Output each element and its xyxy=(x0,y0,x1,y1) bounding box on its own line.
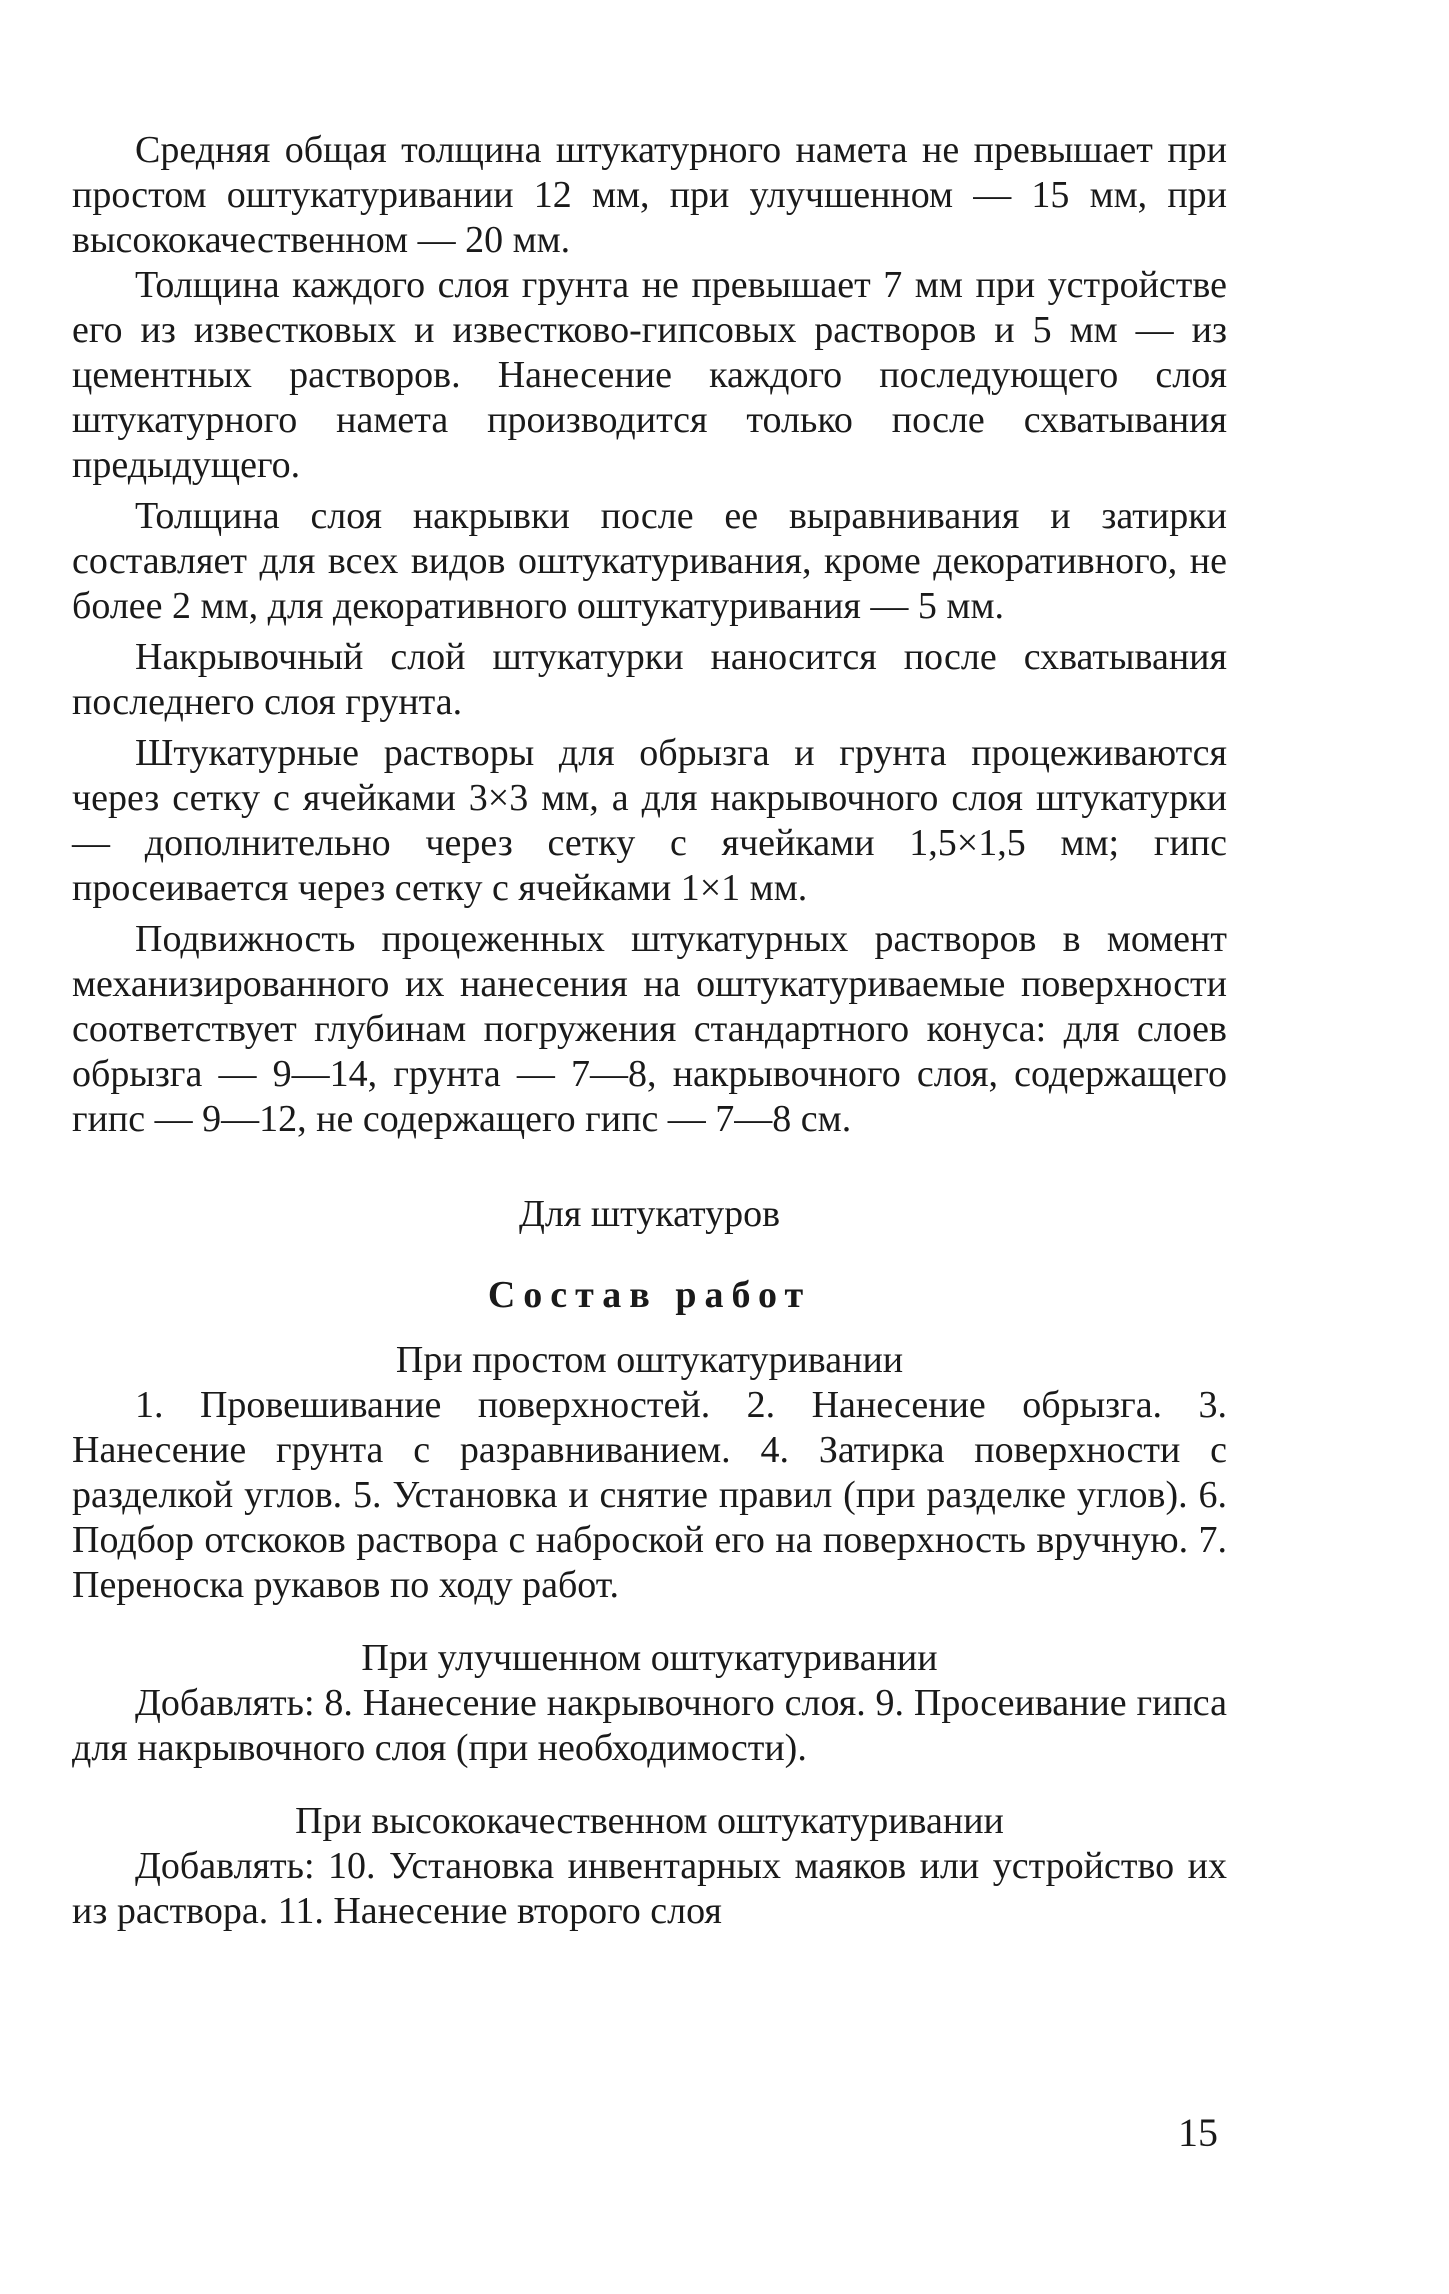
page-body xyxy=(72,128,1227,1934)
paragraph-sieving: Штукатурные растворы для обрызга и грунта процеживаются через сетку с ячейками 3×3 мм, а для накрывочного слоя штукатурки — дополнительно через сетку с ячейками 1,5×1,5 мм; гипс просеивается через сетку с ячейками 1×1 мм. xyxy=(72,732,1227,909)
paragraph-finish-coat: Толщина слоя накрывки после ее выравнивания и затирки составляет для всех видов оштукатуривания, кроме декоративного, не более 2 мм, для декоративного оштукатуривания — 5 мм. xyxy=(72,495,1227,627)
subheading-improved: При улучшенном оштукатуривании xyxy=(361,1637,938,1679)
paragraph-finish-application: Накрывочный слой штукатурки наносится после схватывания последнего слоя грунта. xyxy=(72,636,1227,723)
paragraph-simple-works: 1. Провешивание поверхностей. 2. Нанесение обрызга. 3. Нанесение грунта с разравниванием. 4. Затирка поверхности с разделкой углов. 5. Установка и снятие правил (при разделке углов). 6. Подбор отскоков раствора с наброской его на поверхность вручную. 7. Переноска рукавов по ходу работ. xyxy=(72,1384,1227,1606)
section-audience: Для штукатуров xyxy=(518,1193,781,1235)
paragraph-improved-works: Добавлять: 8. Нанесение накрывочного слоя. 9. Просеивание гипса для накрывочного слоя (при необходимости). xyxy=(72,1682,1227,1769)
paragraph-thickness: Средняя общая толщина штукатурного намета не превышает при простом оштукатуривании 12 мм, при улучшенном — 15 мм, при высококачественном — 20 мм. xyxy=(72,129,1227,261)
paragraph-high-quality-works: Добавлять: 10. Установка инвентарных маяков или устройство их из раствора. 11. Нанесение второго слоя xyxy=(72,1845,1227,1932)
section-title: Состав работ xyxy=(487,1274,812,1316)
subheading-high-quality: При высококачественном оштукатуривании xyxy=(295,1800,1004,1842)
page-number: 15 xyxy=(1178,2110,1218,2155)
paragraph-mobility: Подвижность процеженных штукатурных растворов в момент механизированного их нанесения на оштукатуриваемые поверхности соответствует глубинам погружения стандартного конуса: для слоев обрызга — 9—14, грунта — 7—8, накрывочного слоя, содержащего гипс — 9—12, не содержащего гипс — 7—8 см. xyxy=(72,918,1227,1140)
paragraph-primer-layers: Толщина каждого слоя грунта не превышает 7 мм при устройстве его из известковых и известково-гипсовых растворов и 5 мм — из цементных растворов. Нанесение каждого последующего слоя штукатурного намета производится только после схватывания предыдущего. xyxy=(72,264,1227,486)
subheading-simple: При простом оштукатуривании xyxy=(395,1339,904,1381)
